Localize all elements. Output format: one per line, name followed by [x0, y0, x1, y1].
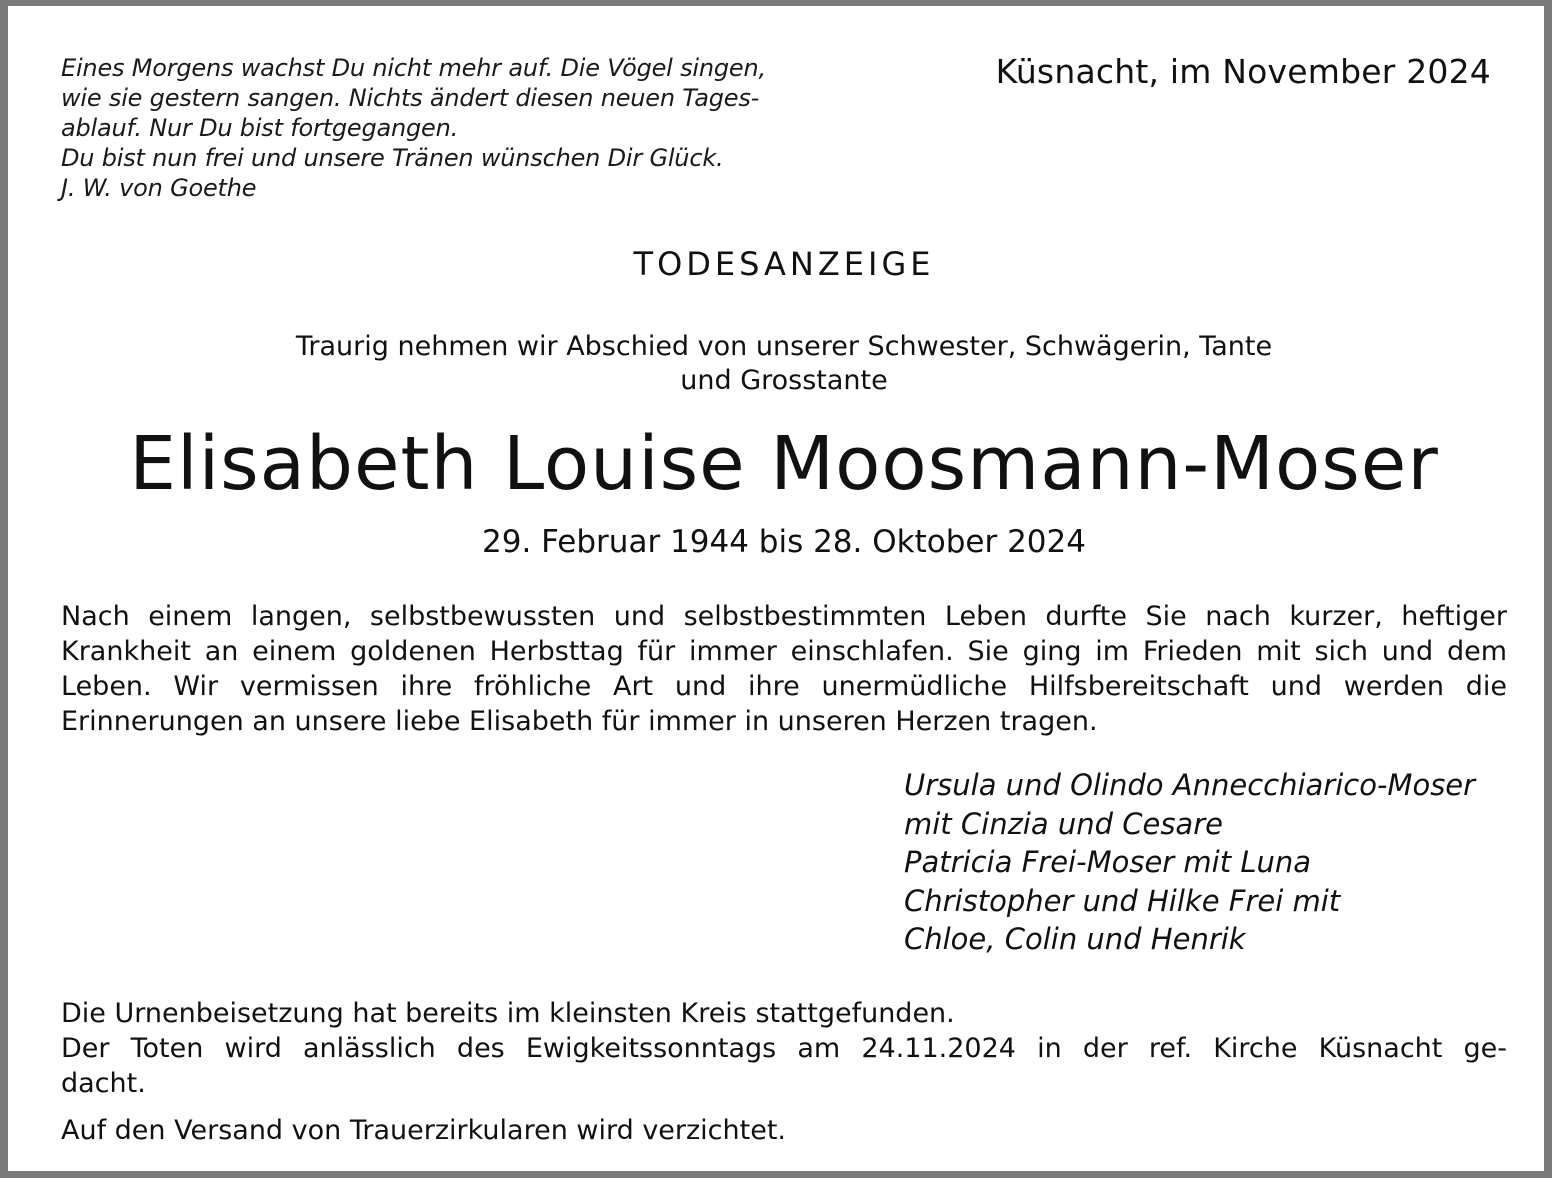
- memorial-notice-line: dacht.: [61, 1068, 146, 1099]
- main-paragraph: Nach einem langen, selbstbewussten und selbstbestimmten Leben durfte Sie nach kurzer, heftiger Krankheit an einem goldenen Herbsttag für immer einschlafen. Sie ging im Frieden mit sich und dem Leben. Wir vermissen ihre fröhliche Art und ihre unermüdliche Hilfsbereitschaft und werden die Erinnerungen an unsere liebe Elisabeth für immer in unseren Herzen tragen.: [61, 601, 1507, 737]
- quote-author: J. W. von Goethe: [61, 174, 257, 202]
- mourner-line: Christopher und Hilke Frei mit: [904, 883, 1341, 918]
- place-date: Küsnacht, im November 2024: [995, 52, 1491, 91]
- quote-line: ablauf. Nur Du bist fortgegangen.: [61, 114, 459, 142]
- intro-text: [8, 330, 1552, 398]
- life-dates: 29. Februar 1944 bis 28. Oktober 2024: [482, 524, 1086, 560]
- mourner-line: Ursula und Olindo Annecchiarico-Moser: [904, 768, 1476, 802]
- intro-line: Traurig nehmen wir Abschied von unserer Schwester, Schwägerin, Tante: [295, 331, 1273, 362]
- quote-line: wie sie gestern sangen. Nichts ändert diesen neuen Tages-: [61, 84, 760, 112]
- goethe-quote: [61, 53, 781, 203]
- mourner-line: Chloe, Colin und Henrik: [904, 922, 1246, 956]
- memorial-notice-line: Der Toten wird anlässlich des Ewigkeitssonntags am 24.11.2024 in der ref. Kirche Küsnacht ge-: [61, 1033, 1507, 1064]
- mourners-list: [904, 766, 1475, 959]
- deceased-name: Elisabeth Louise Moosmann-Moser: [129, 421, 1439, 507]
- circulars-notice: Auf den Versand von Trauerzirkularen wird verzichtet.: [61, 1115, 787, 1146]
- quote-line: Eines Morgens wachst Du nicht mehr auf. Die Vögel singen,: [61, 54, 766, 82]
- mourner-line: Patricia Frei-Moser mit Luna: [904, 845, 1312, 879]
- page-title: TODESANZEIGE: [633, 245, 935, 283]
- mourner-line: mit Cinzia und Cesare: [904, 806, 1223, 841]
- burial-notice: Die Urnenbeisetzung hat bereits im kleinsten Kreis stattgefunden.: [61, 998, 955, 1029]
- quote-line: Du bist nun frei und unsere Tränen wünschen Dir Glück.: [61, 144, 724, 172]
- intro-line: und Grosstante: [680, 365, 888, 396]
